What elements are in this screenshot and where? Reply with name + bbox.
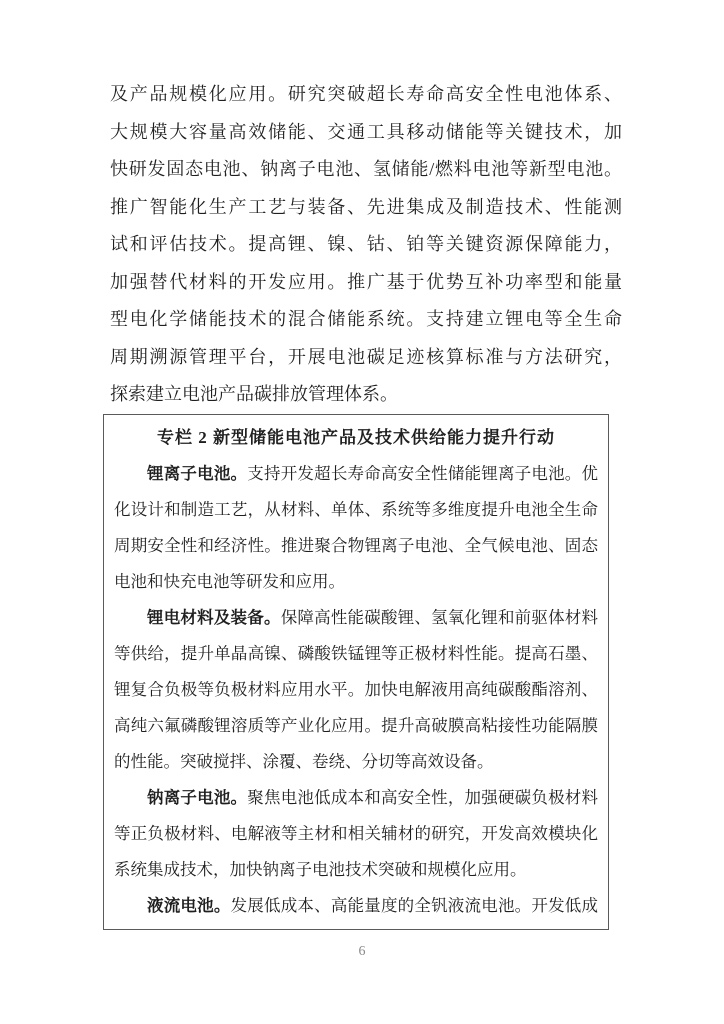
- text-line: 大规模大容量高效储能、交通工具移动储能等关键技术，加: [110, 121, 622, 142]
- column-box: [103, 414, 609, 930]
- text-line: 液流电池。发展低成本、高能量度的全钒液流电池。开发低成: [147, 896, 598, 915]
- text-line: 化设计和制造工艺，从材料、单体、系统等多维度提升电池全生命: [114, 500, 598, 519]
- text-line: 电池和快充电池等研发和应用。: [114, 572, 345, 591]
- text-line: 锂离子电池。支持开发超长寿命高安全性储能锂离子电池。优: [147, 464, 598, 483]
- bold-lead: 锂电材料及装备。: [147, 608, 281, 627]
- page-number: 6: [358, 944, 366, 959]
- text-line: 锂电材料及装备。保障高性能碳酸锂、氢氧化锂和前驱体材料: [147, 608, 598, 627]
- text-line: 周期溯源管理平台，开展电池碳足迹核算标准与方法研究，: [110, 346, 622, 367]
- body-text: [110, 76, 622, 414]
- text-line: 系统集成技术，加快钠离子电池技术突破和规模化应用。: [114, 860, 527, 879]
- text-line: 等供给，提升单晶高镍、磷酸铁锰锂等正极材料性能。提高石墨、: [114, 644, 598, 663]
- text-line: 锂复合负极等负极材料应用水平。加快电解液用高纯碳酸酯溶剂、: [114, 680, 598, 699]
- box-title: 专栏 2 新型储能电池产品及技术供给能力提升行动: [157, 428, 555, 447]
- bold-lead: 液流电池。: [147, 896, 231, 915]
- text-line: 高纯六氟磷酸锂溶质等产业化应用。提升高破膜高粘接性功能隔膜: [114, 716, 598, 735]
- box-body: [114, 456, 598, 924]
- text-line: 型电化学储能技术的混合储能系统。支持建立锂电等全生命: [110, 309, 622, 329]
- text-line: 周期安全性和经济性。推进聚合物锂离子电池、全气候电池、固态: [114, 536, 598, 555]
- text-line: 快研发固态电池、钠离子电池、氢储能/燃料电池等新型电池。: [110, 159, 622, 179]
- text-line: 的性能。突破搅拌、涂覆、卷绕、分切等高效设备。: [114, 752, 494, 771]
- text-line: 等正负极材料、电解液等主材和相关辅材的研究，开发高效模块化: [114, 824, 598, 843]
- text-line: 推广智能化生产工艺与装备、先进集成及制造技术、性能测: [110, 196, 622, 217]
- text-line: 加强替代材料的开发应用。推广基于优势互补功率型和能量: [110, 271, 622, 292]
- text-line: 及产品规模化应用。研究突破超长寿命高安全性电池体系、: [110, 84, 622, 104]
- bold-lead: 钠离子电池。: [147, 788, 248, 807]
- bold-lead: 锂离子电池。: [147, 464, 248, 483]
- text-line: 探索建立电池产品碳排放管理体系。: [110, 384, 398, 404]
- text-line: 试和评估技术。提高锂、镍、钴、铂等关键资源保障能力，: [110, 234, 622, 254]
- text-line: 钠离子电池。聚焦电池低成本和高安全性，加强硬碳负极材料: [147, 788, 598, 807]
